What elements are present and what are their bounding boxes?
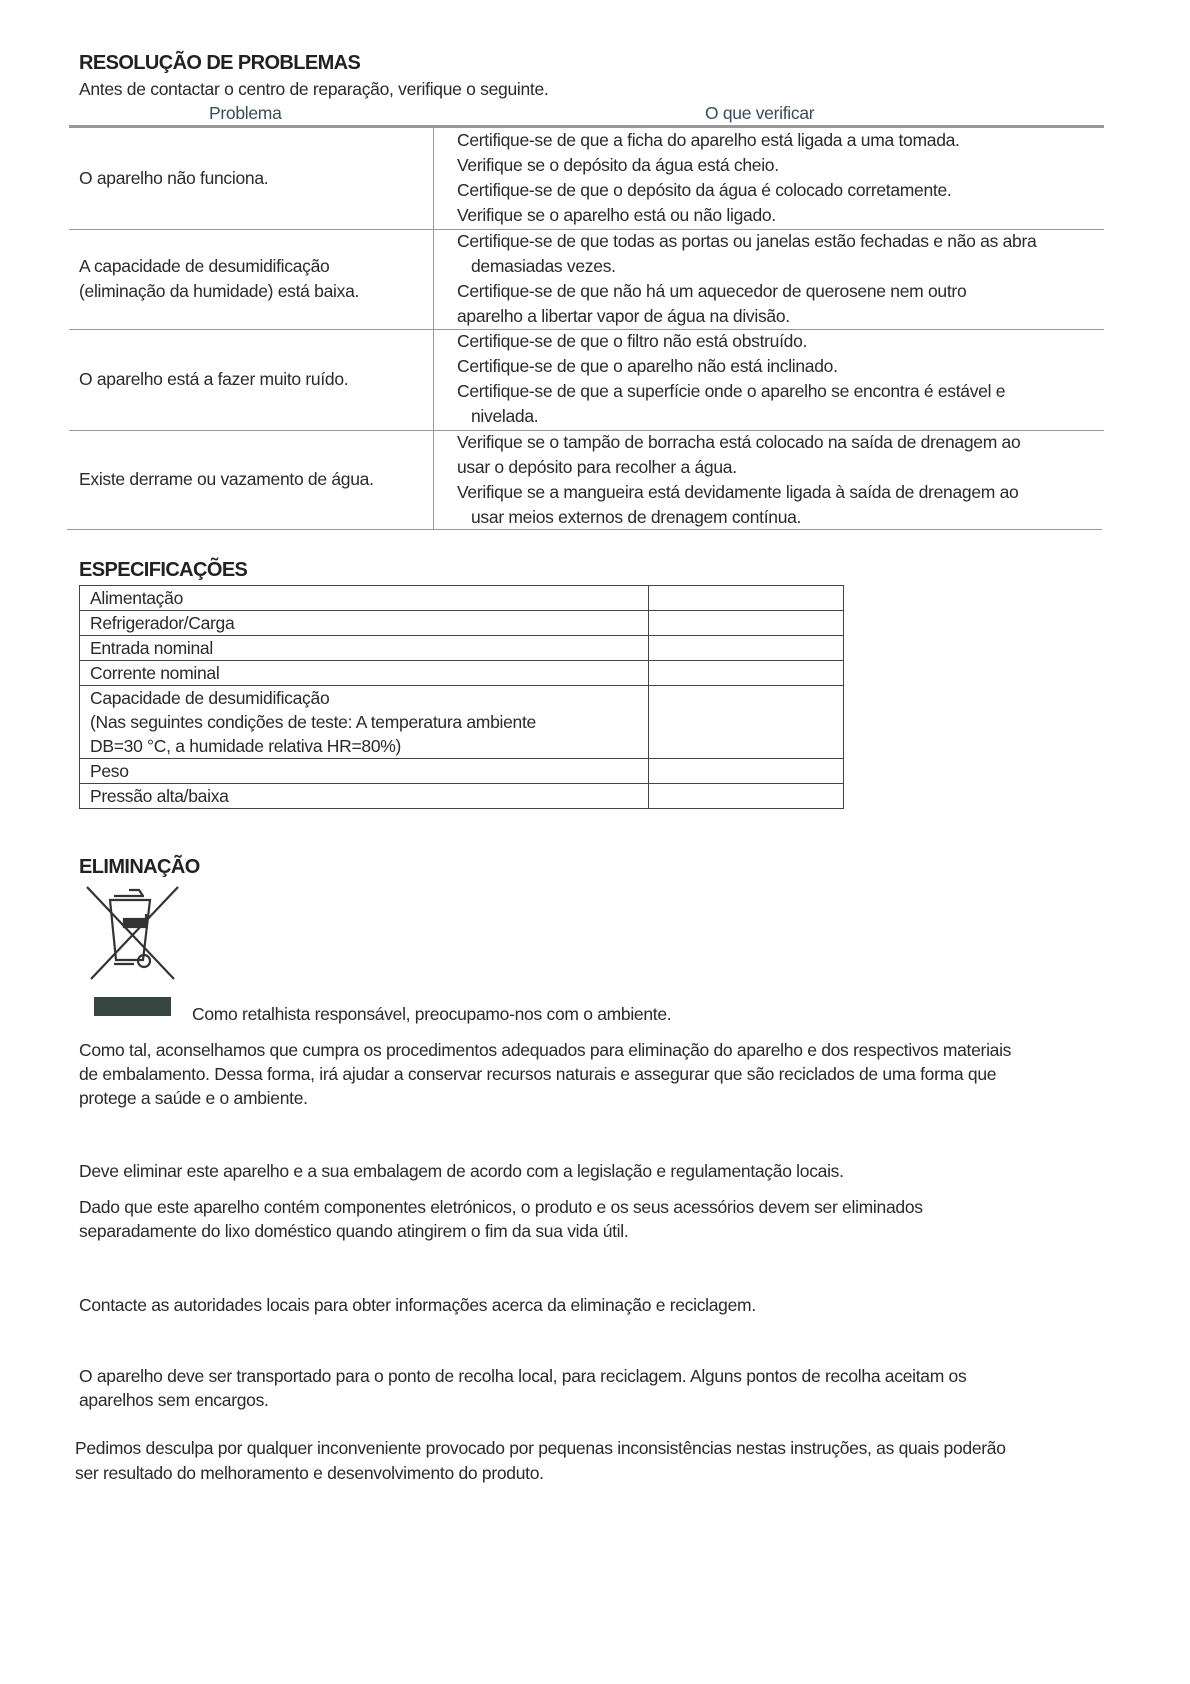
column-header-check: O que verificar xyxy=(705,103,815,123)
problem-text: O aparelho está a fazer muito ruído. xyxy=(79,369,349,389)
spec-value xyxy=(649,784,844,809)
problem-text: O aparelho não funciona. xyxy=(79,168,269,188)
crossed-out-wheelie-bin-icon xyxy=(84,884,184,982)
specs-title: ESPECIFICAÇÕES xyxy=(79,559,248,581)
check-cell xyxy=(457,229,1036,329)
problem-cell xyxy=(79,367,348,392)
check-text: demasiadas vezes. xyxy=(471,256,616,276)
spec-label-text: Capacidade de desumidificação xyxy=(90,688,330,708)
specs-table xyxy=(79,585,844,809)
spec-label-text: Corrente nominal xyxy=(90,663,220,683)
paragraph-line: aparelhos sem encargos. xyxy=(79,1390,269,1410)
check-text: Certifique-se de que todas as portas ou janelas estão fechadas e não as abra xyxy=(457,231,1037,251)
spec-value xyxy=(649,661,844,686)
spec-label xyxy=(80,759,649,784)
check-text: Verifique se o depósito da água está cheio. xyxy=(457,155,779,175)
spec-label-text: Refrigerador/Carga xyxy=(90,613,235,633)
spec-label xyxy=(80,661,649,686)
problem-text: A capacidade de desumidificação xyxy=(79,256,330,276)
check-text: aparelho a libertar vapor de água na divisão. xyxy=(457,306,790,326)
paragraph-line: protege a saúde e o ambiente. xyxy=(79,1088,308,1108)
check-text: nivelada. xyxy=(471,406,539,426)
black-bar-marker xyxy=(94,997,171,1016)
spec-value xyxy=(649,586,844,611)
spec-label xyxy=(80,784,649,809)
spec-label xyxy=(80,686,649,759)
spec-label xyxy=(80,586,649,611)
apology-note xyxy=(75,1436,1006,1486)
paragraph-line: separadamente do lixo doméstico quando atingirem o fim da sua vida útil. xyxy=(79,1221,629,1241)
spec-label-text: Pressão alta/baixa xyxy=(90,786,229,806)
disposal-paragraph xyxy=(79,1364,966,1412)
problem-cell xyxy=(79,254,359,304)
paragraph-line: Como tal, aconselhamos que cumpra os procedimentos adequados para eliminação do aparelho e dos respectivos materiais xyxy=(79,1040,1012,1060)
spec-label-text: Peso xyxy=(90,761,129,781)
disposal-paragraph xyxy=(79,1195,923,1243)
spec-row xyxy=(80,661,844,686)
paragraph-line: Deve eliminar este aparelho e a sua embalagem de acordo com a legislação e regulamentação locais. xyxy=(79,1161,844,1181)
check-text: Certifique-se de que o aparelho não está inclinado. xyxy=(457,356,838,376)
spec-row xyxy=(80,611,844,636)
paragraph-line: Contacte as autoridades locais para obter informações acerca da eliminação e reciclagem. xyxy=(79,1295,756,1315)
problem-cell xyxy=(79,467,374,492)
troubleshooting-title: RESOLUÇÃO DE PROBLEMAS xyxy=(79,52,361,74)
retailer-statement: Como retalhista responsável, preocupamo-nos com o ambiente. xyxy=(192,1004,672,1024)
disposal-paragraph xyxy=(79,1038,1011,1110)
paragraph-line: de embalamento. Dessa forma, irá ajudar a conservar recursos naturais e assegurar que são reciclados de uma forma que xyxy=(79,1064,997,1084)
check-text: Certifique-se de que o depósito da água é colocado corretamente. xyxy=(457,180,952,200)
spec-label-text: Alimentação xyxy=(90,588,184,608)
spec-value xyxy=(649,759,844,784)
spec-row xyxy=(80,784,844,809)
spec-label xyxy=(80,611,649,636)
check-text: Verifique se a mangueira está devidamente ligada à saída de drenagem ao xyxy=(457,482,1019,502)
check-text: Verifique se o tampão de borracha está colocado na saída de drenagem ao xyxy=(457,432,1021,452)
spec-row xyxy=(80,759,844,784)
row-divider xyxy=(67,529,1102,530)
problem-cell xyxy=(79,166,268,191)
spec-label-text: DB=30 °C, a humidade relativa HR=80%) xyxy=(90,736,402,756)
column-header-problem: Problema xyxy=(209,103,282,123)
paragraph-line: Dado que este aparelho contém componentes eletrónicos, o produto e os seus acessórios devem ser eliminados xyxy=(79,1197,923,1217)
spec-value xyxy=(649,686,844,759)
check-text: usar o depósito para recolher a água. xyxy=(457,457,737,477)
check-cell xyxy=(457,430,1020,530)
spec-value xyxy=(649,636,844,661)
troubleshooting-intro: Antes de contactar o centro de reparação, verifique o seguinte. xyxy=(79,79,549,99)
spec-value xyxy=(649,611,844,636)
disposal-paragraph xyxy=(79,1293,756,1317)
check-text: Certifique-se de que a superfície onde o aparelho se encontra é estável e xyxy=(457,381,1006,401)
apology-line: Pedimos desculpa por qualquer inconveniente provocado por pequenas inconsistências nestas instruções, as quais poderão xyxy=(75,1438,1006,1458)
paragraph-line: O aparelho deve ser transportado para o ponto de recolha local, para reciclagem. Alguns pontos de recolha aceitam os xyxy=(79,1366,967,1386)
disposal-title: ELIMINAÇÃO xyxy=(79,856,200,878)
check-text: Verifique se o aparelho está ou não ligado. xyxy=(457,205,776,225)
check-text: Certifique-se de que o filtro não está obstruído. xyxy=(457,331,808,351)
problem-text: Existe derrame ou vazamento de água. xyxy=(79,469,374,489)
check-cell xyxy=(457,329,1005,429)
spec-row xyxy=(80,586,844,611)
check-text: Certifique-se de que a ficha do aparelho está ligada a uma tomada. xyxy=(457,130,960,150)
check-cell xyxy=(457,128,960,228)
check-text: Certifique-se de que não há um aquecedor de querosene nem outro xyxy=(457,281,967,301)
spec-row xyxy=(80,636,844,661)
disposal-paragraph xyxy=(79,1159,844,1183)
spec-label-text: (Nas seguintes condições de teste: A temperatura ambiente xyxy=(90,712,536,732)
spec-row xyxy=(80,686,844,759)
apology-line: ser resultado do melhoramento e desenvolvimento do produto. xyxy=(75,1463,544,1483)
check-text: usar meios externos de drenagem contínua. xyxy=(471,507,802,527)
spec-label-text: Entrada nominal xyxy=(90,638,213,658)
problem-text: (eliminação da humidade) está baixa. xyxy=(79,281,360,301)
spec-label xyxy=(80,636,649,661)
